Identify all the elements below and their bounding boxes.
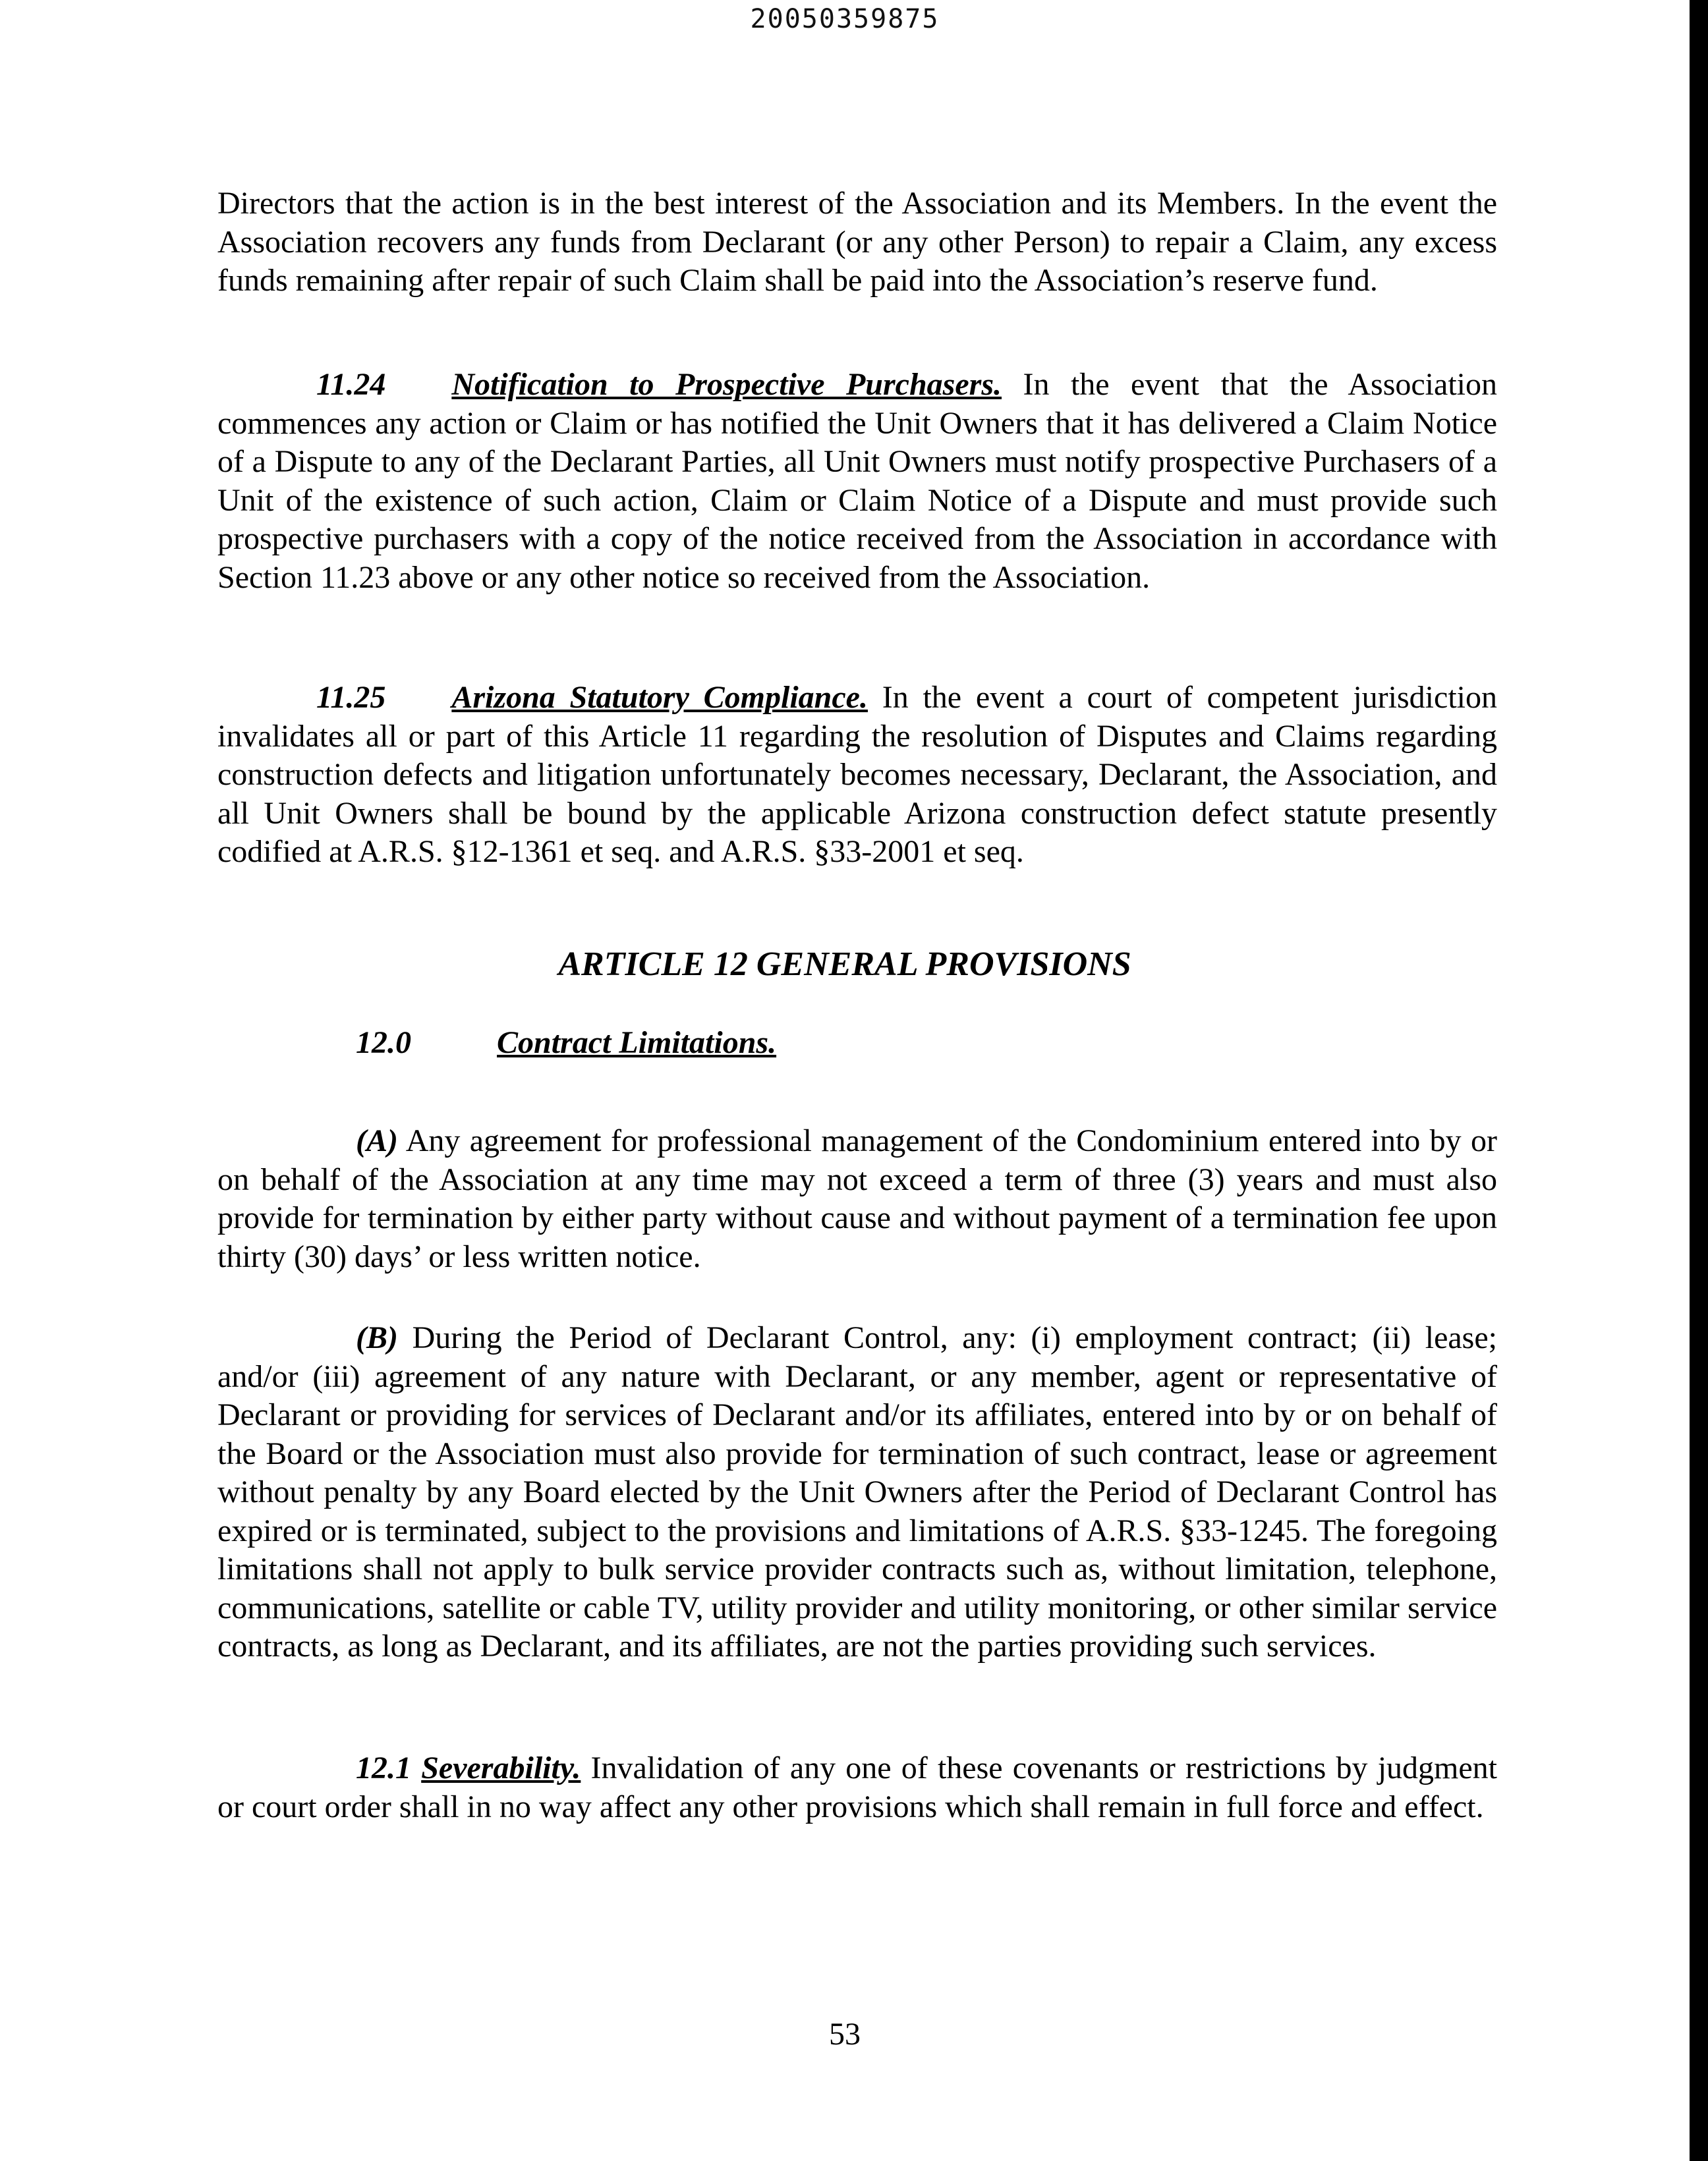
section-title: Notification to Prospective Purchasers. [451,367,1002,402]
section-number: 12.1 [356,1751,411,1785]
section-number: 12.0 [356,1025,411,1060]
section-12-0 [356,1024,776,1061]
article-heading: ARTICLE 12 GENERAL PROVISIONS [558,945,1131,983]
subsection-body: During the Period of Declarant Control, any: (i) employment contract; (ii) lease; and/or (iii) agreement of any nature with Declarant, or any member, agent or representative of Declarant or providing for services of Declarant and/or its affiliates, entered into by or on behalf of the Board or the Association must also provide for termination of such contract, lease or agreement without penalty by any Board elected by the Unit Owners after the Period of Declarant Control has expired or is terminated, subject to the provisions and limitations of A.R.S. §33-1245. The foregoing limitations shall not apply to bulk service provider contracts such as, without limitation, telephone, communications, satellite or cable TV, utility provider and utility monitoring, or other similar service contracts, as long as Declarant, and its affiliates, are not the parties providing such services. [217,1320,1498,1664]
section-number: 11.25 [316,680,386,715]
subsection-12-0-b [217,1319,1497,1666]
subsection-label: (A) [356,1123,398,1158]
section-title: Contract Limitations. [497,1025,777,1060]
section-body: Invalidation of any one of these covenants or restrictions by judgment or court order shall in no way affect any other provisions which shall remain in full force and effect. [217,1751,1498,1824]
section-12-1 [217,1749,1497,1826]
paragraph-continuation: Directors that the action is in the best interest of the Association and its Members. In the event the Association recovers any funds from Declarant (or any other Person) to repair a Claim, any excess funds remaining after repair of such Claim shall be paid into the Association’s reserve fund. [217,186,1497,298]
section-body: In the event a court of competent jurisdiction invalidates all or part of this Article 11 regarding the resolution of Disputes and Claims regarding construction defects and litigation unfortunately becomes necessary, Declarant, the Association, and all Unit Owners shall be bound by the applicable Arizona construction defect statute presently codified at A.R.S. §12-1361 et seq. and A.R.S. §33-2001 et seq. [217,680,1497,869]
section-11-25 [217,679,1497,872]
section-body: In the event that the Association commences any action or Claim or has notified the Unit Owners that it has delivered a Claim Notice of a Dispute to any of the Declarant Parties, all Unit Owners must notify prospective Purchasers of a Unit of the existence of such action, Claim or Claim Notice of a Dispute and must provide such prospective purchasers with a copy of the notice received from the Association in accordance with Section 11.23 above or any other notice so received from the Association. [217,367,1497,595]
page-number: 53 [829,2017,861,2052]
section-number: 11.24 [316,367,386,402]
section-title: Arizona Statutory Compliance. [451,680,868,715]
document-id: 20050359875 [750,4,940,34]
subsection-body: Any agreement for professional management of the Condominium entered into by or on behalf of the Association at any time may not exceed a term of three (3) years and must also provide for termination by either party without cause and without payment of a termination fee upon thirty (30) days’ or less written notice. [217,1123,1498,1274]
section-11-24 [217,366,1497,597]
subsection-label: (B) [356,1320,398,1355]
scan-edge-bar [1690,0,1708,2161]
section-title: Severability. [421,1751,581,1785]
subsection-12-0-a [217,1122,1497,1276]
